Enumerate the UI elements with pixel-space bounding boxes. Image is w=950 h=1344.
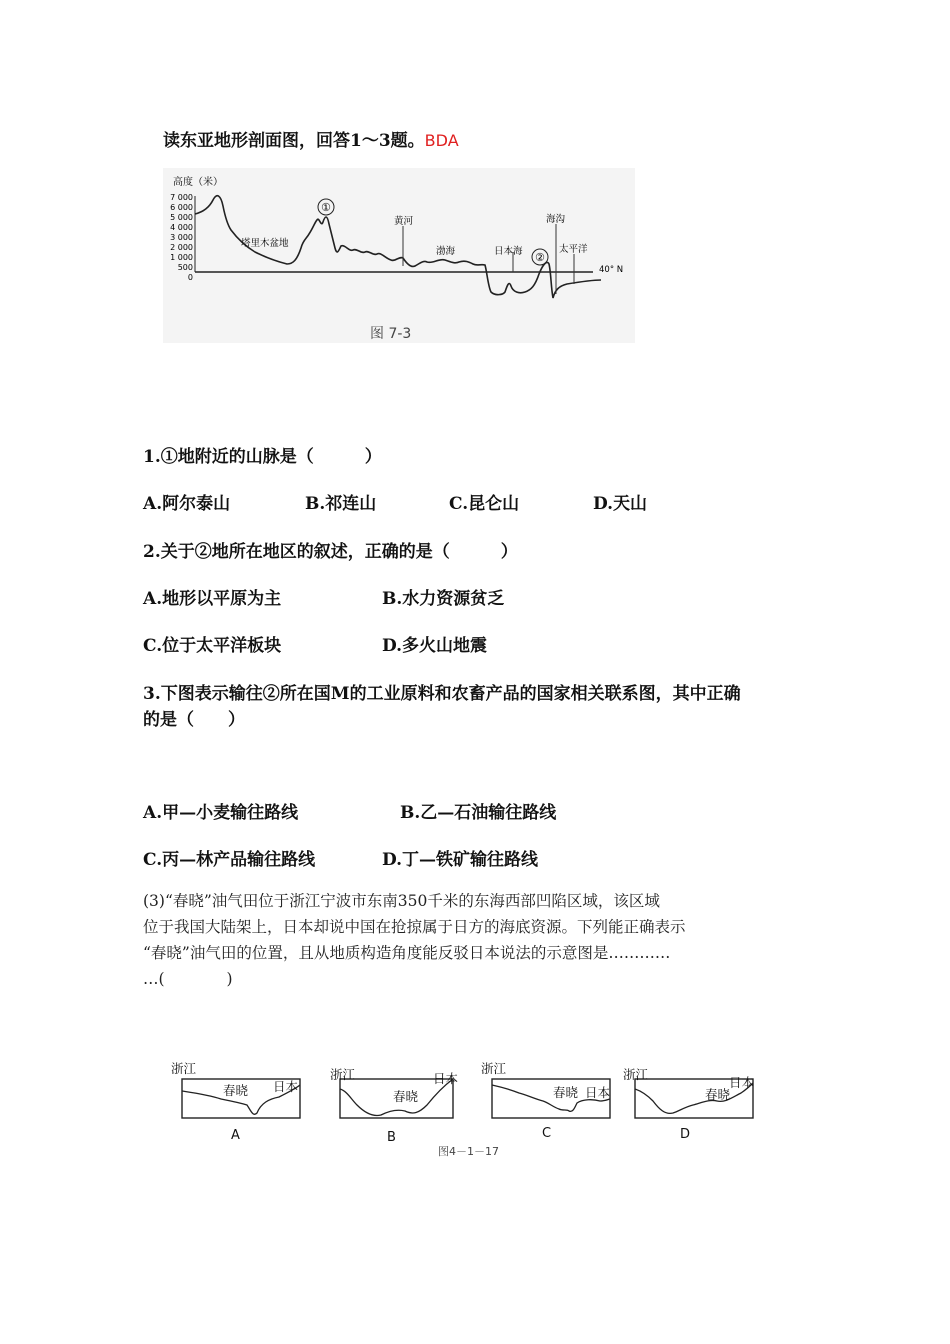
panel-a-zhejiang: 浙江 <box>171 1061 197 1076</box>
terrain-profile-figure <box>163 168 635 343</box>
question-3-stem-line1: 3.下图表示输往②所在国M的工业原料和农畜产品的国家相关联系图，其中正确 <box>143 684 741 704</box>
y-tick: 500 <box>177 263 193 272</box>
panel-d-letter: D <box>680 1127 691 1142</box>
intro-text: 读东亚地形剖面图，回答1～3题。 <box>163 131 425 151</box>
q2-option-a: A.地形以平原为主 <box>143 589 282 609</box>
panel-c-zhejiang: 浙江 <box>481 1061 507 1076</box>
panel-d-chunxiao: 春晓 <box>705 1087 731 1102</box>
y-tick: 5 000 <box>170 213 193 222</box>
panel-d-zhejiang: 浙江 <box>623 1067 649 1082</box>
panel-c-japan: 日本 <box>585 1085 611 1100</box>
y-tick: 4 000 <box>170 223 193 232</box>
chunxiao-line-4: …( ) <box>143 970 233 988</box>
panel-c-chunxiao: 春晓 <box>553 1085 579 1100</box>
panel-b-chunxiao: 春晓 <box>393 1089 419 1104</box>
panel-b-zhejiang: 浙江 <box>330 1067 356 1082</box>
y-axis-label: 高度（米） <box>173 177 223 188</box>
panel-b-letter: B <box>387 1130 396 1145</box>
y-tick: 0 <box>187 273 193 282</box>
panel-c <box>481 1061 610 1141</box>
panel-b-japan: 日本 <box>433 1071 459 1086</box>
pacific-label: 太平洋 <box>559 244 588 255</box>
chunxiao-question <box>143 888 686 992</box>
question-1-stem: 1.①地附近的山脉是（ ） <box>143 447 382 467</box>
question-2-stem: 2.关于②地所在地区的叙述，正确的是（ ） <box>143 542 518 562</box>
panel-d <box>623 1067 754 1142</box>
intro-line <box>163 126 459 151</box>
profile-caption: 图 7-3 <box>370 326 412 342</box>
tarim-basin-label: 塔里木盆地 <box>241 238 289 249</box>
huanghe-label: 黄河 <box>394 216 414 227</box>
q1-option-a: A.阿尔泰山 <box>143 494 231 514</box>
answer-key: BDA <box>424 131 459 150</box>
chunxiao-diagrams <box>165 1055 765 1165</box>
q3-option-a: A.甲—小麦输往路线 <box>143 803 299 823</box>
question-3-stem-line2: 的是（ ） <box>143 710 245 730</box>
chunxiao-line-2: 位于我国大陆架上，日本却说中国在抢掠属于日方的海底资源。下列能正确表示 <box>143 918 686 936</box>
japan-sea-label: 日本海 <box>494 246 523 257</box>
chunxiao-line-3: “春晓”油气田的位置，且从地质构造角度能反驳日本说法的示意图是………… <box>143 944 671 962</box>
y-tick: 6 000 <box>170 203 193 212</box>
chunxiao-line-1: (3)“春晓”油气田位于浙江宁波市东南350千米的东海西部凹陷区域，该区域 <box>143 892 660 910</box>
figure-background <box>163 168 635 343</box>
panel-a <box>171 1061 300 1143</box>
panel-a-letter: A <box>231 1128 240 1143</box>
marker-1-label: ① <box>321 201 331 214</box>
q2-option-b: B.水力资源贫乏 <box>382 589 505 609</box>
y-tick: 2 000 <box>170 243 193 252</box>
panel-a-japan: 日本 <box>273 1079 299 1094</box>
q1-option-c: C.昆仑山 <box>449 494 520 514</box>
panel-a-chunxiao: 春晓 <box>223 1083 249 1098</box>
q3-option-d: D.丁—铁矿输往路线 <box>382 850 539 870</box>
y-tick: 3 000 <box>170 233 193 242</box>
q3-option-c: C.丙—林产品输往路线 <box>143 850 316 870</box>
panel-b <box>330 1067 458 1145</box>
latitude-label: 40° N <box>599 265 624 275</box>
q1-option-b: B.祁连山 <box>305 494 377 514</box>
q1-option-d: D.天山 <box>593 494 648 514</box>
bottom-figure-caption: 图4－1－17 <box>438 1145 499 1158</box>
q2-option-d: D.多火山地震 <box>382 636 488 656</box>
q2-option-c: C.位于太平洋板块 <box>143 636 282 656</box>
panel-c-letter: C <box>542 1126 552 1141</box>
trench-label: 海沟 <box>546 214 566 225</box>
q3-option-b: B.乙—石油输往路线 <box>400 803 557 823</box>
y-tick: 7 000 <box>170 193 193 202</box>
panel-d-japan: 日本 <box>729 1075 755 1090</box>
marker-2-label: ② <box>535 251 545 264</box>
y-tick: 1 000 <box>170 253 193 262</box>
bohai-label: 渤海 <box>436 246 456 257</box>
